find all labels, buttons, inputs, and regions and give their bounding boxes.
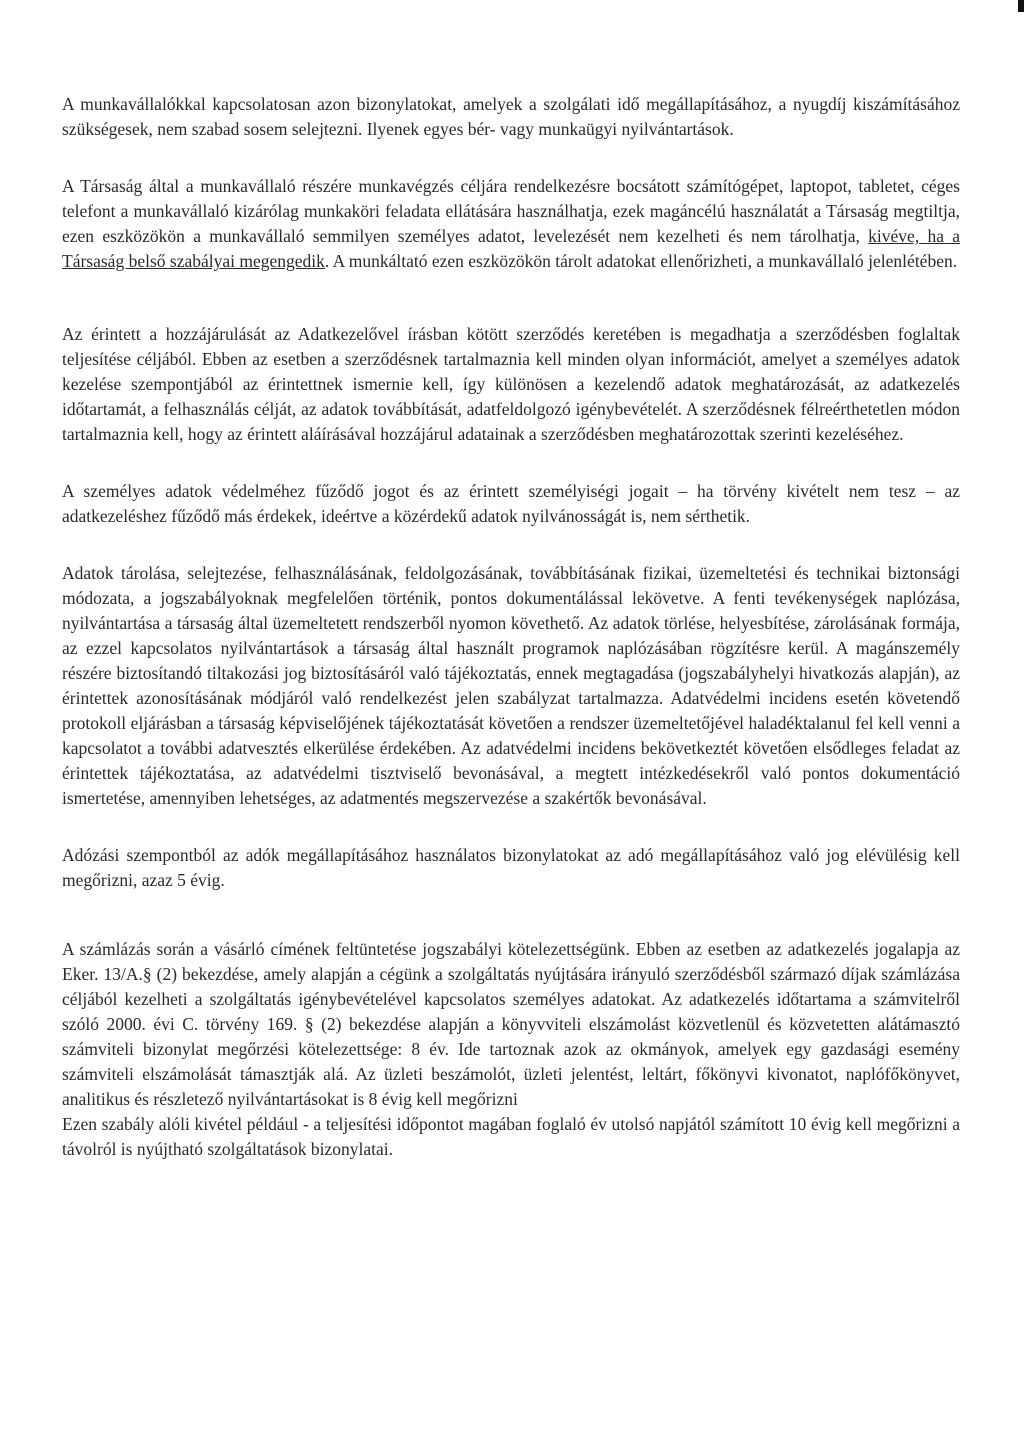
paragraph-employee-records xyxy=(62,92,960,142)
paragraph-text: Adózási szempontból az adók megállapításához használatos bizonylatokat az adó megállapításához való jog elévülésig kell megőrizni, azaz 5 évig. xyxy=(62,845,960,890)
paragraph-written-consent xyxy=(62,322,960,447)
paragraph-text: A számlázás során a vásárló címének feltüntetése jogszabályi kötelezettségünk. Ebben az esetben az adatkezelés jogalapja az Eker. 13/A.§ (2) bekezdése, amely alapján a cégünk a szolgáltatás nyújtására irányuló szerződésből származó díjak számlázása céljából kezelheti a szolgáltatás igénybevételével kapcsolatos személyes adatokat. Az adatkezelés időtartama a számvitelről szóló 2000. évi C. törvény 169. § (2) bekezdése alapján a könyvviteli elszámolást közvetlenül és közvetetten alátámasztó számviteli bizonylat megőrzési kötelezettsége: 8 év. Ide tartoznak azok az okmányok, amelyek egy gazdasági esemény számviteli elszámolását támasztják alá. Az üzleti beszámolót, üzleti jelentést, leltárt, főkönyvi kivonatot, naplófőkönyvet, analitikus és részletező nyilvántartásokat is 8 évig kell megőrizni xyxy=(62,939,960,1109)
paragraph-text: A Társaság által a munkavállaló részére munkavégzés céljára rendelkezésre bocsátott számítógépet, laptopot, tabletet, céges telefont a munkavállaló kizárólag munkaköri feladata ellátására használhatja, ezek magáncélú használatát a Társaság megtiltja, ezen eszközökön a munkavállaló semmilyen személyes adatot, levelezését nem kezelheti és nem tárolhatja, xyxy=(62,176,960,246)
paragraph-text: Az érintett a hozzájárulását az Adatkezelővel írásban kötött szerződés keretében is megadhatja a szerződésben foglaltak teljesítése céljából. Ebben az esetben a szerződésnek tartalmaznia kell minden olyan információt, amelyet a személyes adatok kezelése szempontjából az érintettnek ismernie kell, így különösen a kezelendő adatok meghatározását, az adatkezelés időtartamát, a felhasználás célját, az adatok továbbítását, adatfeldolgozó igénybevételét. A szerződésnek félreérthetetlen módon tartalmaznia kell, hogy az érintett aláírásával hozzájárul adatainak a szerződésben meghatározottak szerinti kezeléséhez. xyxy=(62,324,960,444)
paragraph-text: A személyes adatok védelméhez fűződő jogot és az érintett személyiségi jogait – ha törvény kivételt nem tesz – az adatkezeléshez fűződő más érdekek, ideértve a közérdekű adatok nyilvánosságát is, nem sérthetik. xyxy=(62,481,960,526)
paragraph-text: . A munkáltató ezen eszközökön tárolt adatokat ellenőrizheti, a munkavállaló jelenlétében. xyxy=(324,251,958,271)
paragraph-tax-retention xyxy=(62,843,960,893)
paragraph-text: Ezen szabály alóli kivétel például - a teljesítési időpontot magában foglaló év utolsó napjától számított 10 évig kell megőrizni a távolról is nyújtható szolgáltatások bizonylatai. xyxy=(62,1114,960,1159)
document-page xyxy=(62,92,960,1162)
paragraph-text: A munkavállalókkal kapcsolatosan azon bizonylatokat, amelyek a szolgálati idő megállapításához, a nyugdíj kiszámításához szükségesek, nem szabad sosem selejtezni. Ilyenek egyes bér- vagy munkaügyi nyilvántartások. xyxy=(62,94,960,139)
paragraph-company-devices xyxy=(62,174,960,274)
paragraph-invoicing xyxy=(62,937,960,1112)
paragraph-data-security xyxy=(62,561,960,811)
paragraph-personal-rights xyxy=(62,479,960,529)
scan-edge-mark xyxy=(1018,0,1024,12)
underlined-exception-text: kivéve, ha a Társaság belső szabályai megengedik xyxy=(62,226,961,271)
paragraph-exception xyxy=(62,1112,960,1162)
paragraph-text: Adatok tárolása, selejtezése, felhasználásának, feldolgozásának, továbbításának fizikai, üzemeltetési és technikai biztonsági módozata, a jogszabályoknak megfelelően történik, pontos dokumentálással lekövetve. A fenti tevékenységek naplózása, nyilvántartása a társaság által üzemeltetett rendszerből nyomon követhető. Az adatok törlése, helyesbítése, zárolásának formája, az ezzel kapcsolatos nyilvántartások a társaság által használt programok naplózásában rögzítésre kerül. A magánszemély részére biztosítandó tiltakozási jog biztosításáról való tájékoztatás, ennek megtagadása (jogszabályhelyi hivatkozás alapján), az érintettek azonosításának módjáról való rendelkezést jelen szabályzat tartalmazza. Adatvédelmi incidens esetén követendő protokoll eljárásban a társaság képviselőjének tájékoztatását követően a rendszer üzemeltetőjével haladéktalanul fel kell venni a kapcsolatot a további adatvesztés elkerülése érdekében. Az adatvédelmi incidens bekövetkeztét követően elsődleges feladat az érintettek tájékoztatása, az adatvédelmi tisztviselő bevonásával, a megtett intézkedésekről való pontos dokumentáció ismertetése, amennyiben lehetséges, az adatmentés megszervezése a szakértők bevonásával. xyxy=(62,563,960,808)
